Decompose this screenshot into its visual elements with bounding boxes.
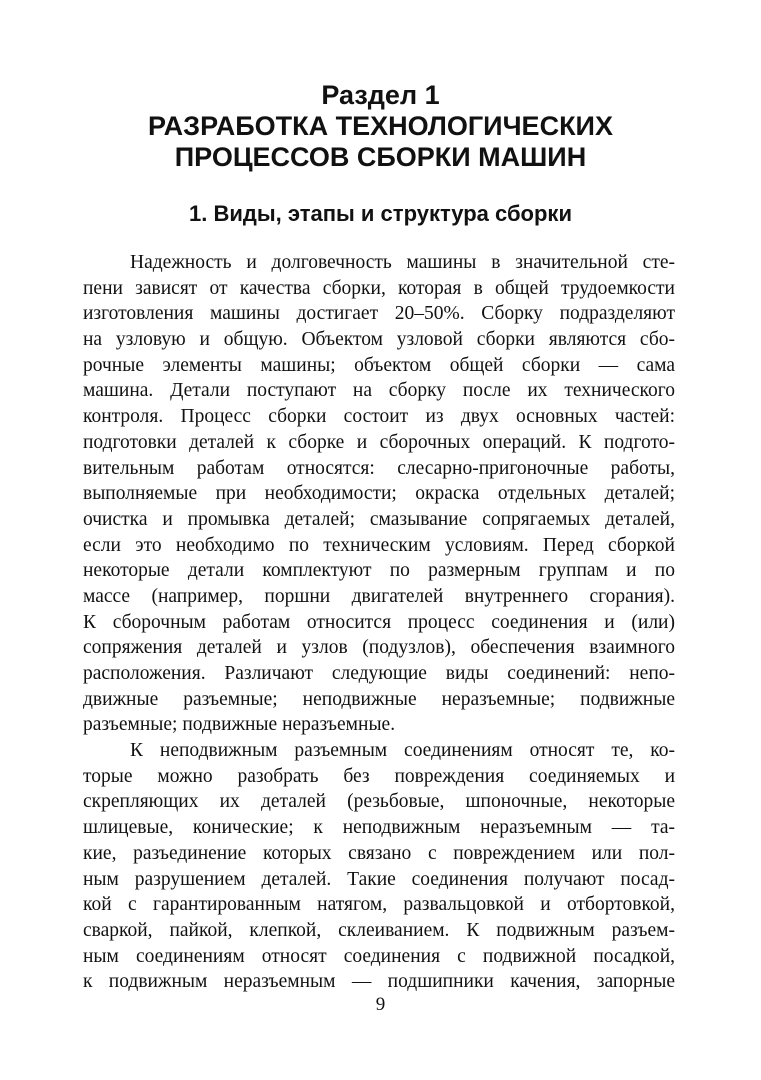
text-line: К неподвижным разъемным соединениям относят те, ко- xyxy=(130,740,675,762)
text-line: пени зависят от качества сборки, которая в общей трудоемкости xyxy=(83,277,675,299)
body-text xyxy=(83,250,675,995)
text-line: кие, разъединение которых связано с повреждением или пол- xyxy=(83,842,675,864)
text-line: скрепляющих их деталей (резьбовые, шпоночные, некоторые xyxy=(83,791,675,813)
text-line: разъемные; подвижные неразъемные. xyxy=(83,714,396,736)
text-line: вительным работам относятся: слесарно-пригоночные работы, xyxy=(83,457,675,479)
section-title-line-2: ПРОЦЕССОВ СБОРКИ МАШИН xyxy=(174,142,587,172)
text-line: на узловую и общую. Объектом узловой сборки являются сбо- xyxy=(83,329,675,351)
chapter-heading: 1. Виды, этапы и структура сборки xyxy=(189,201,572,226)
page-number: 9 xyxy=(375,994,386,1015)
text-line: кой с гарантированным натягом, развальцовкой и отбортовкой, xyxy=(83,894,675,916)
text-line: торые можно разобрать без повреждения соединяемых и xyxy=(83,765,675,787)
text-line: если это необходимо по техническим условиям. Перед сборкой xyxy=(83,534,675,556)
text-line: подготовки деталей к сборке и сборочных операций. К подгото- xyxy=(83,431,675,453)
text-line: расположения. Различают следующие виды соединений: непо- xyxy=(83,663,675,684)
text-line: изготовления машины достигает 20–50%. Сборку подразделяют xyxy=(83,303,675,325)
text-line: К сборочным работам относится процесс соединения и (или) xyxy=(83,611,675,633)
section-title-line-1: РАЗРАБОТКА ТЕХНОЛОГИЧЕСКИХ xyxy=(148,111,613,141)
text-line: рочные элементы машины; объектом общей сборки — сама xyxy=(83,354,675,376)
text-line: Надежность и долговечность машины в значительной сте- xyxy=(130,252,675,273)
text-line: очистка и промывка деталей; смазывание сопрягаемых деталей, xyxy=(83,508,675,530)
section-label: Раздел 1 xyxy=(321,80,440,110)
text-line: машина. Детали поступают на сборку после их технического xyxy=(83,380,675,402)
text-line: сопряжения деталей и узлов (подузлов), обеспечения взаимного xyxy=(83,637,675,659)
text-line: некоторые детали комплектуют по размерным группам и по xyxy=(83,560,675,582)
text-line: движные разъемные; неподвижные неразъемные; подвижные xyxy=(83,688,675,710)
text-line: шлицевые, конические; к неподвижным неразъемным — та- xyxy=(83,817,675,839)
text-line: массе (например, поршни двигателей внутреннего сгорания). xyxy=(83,585,675,607)
text-line: контроля. Процесс сборки состоит из двух основных частей: xyxy=(83,406,675,428)
section-heading xyxy=(0,80,761,173)
text-line: сваркой, пайкой, клепкой, склеиванием. К подвижным разъем- xyxy=(83,919,675,941)
text-line: ным разрушением деталей. Такие соединения получают посад- xyxy=(83,868,675,890)
paragraph-2 xyxy=(83,738,675,995)
text-line: к подвижным неразъемным — подшипники качения, запорные xyxy=(83,971,675,993)
text-line: выполняемые при необходимости; окраска отдельных деталей; xyxy=(83,483,675,505)
text-line: ным соединениям относят соединения с подвижной посадкой, xyxy=(83,945,675,967)
paragraph-1 xyxy=(83,250,675,738)
